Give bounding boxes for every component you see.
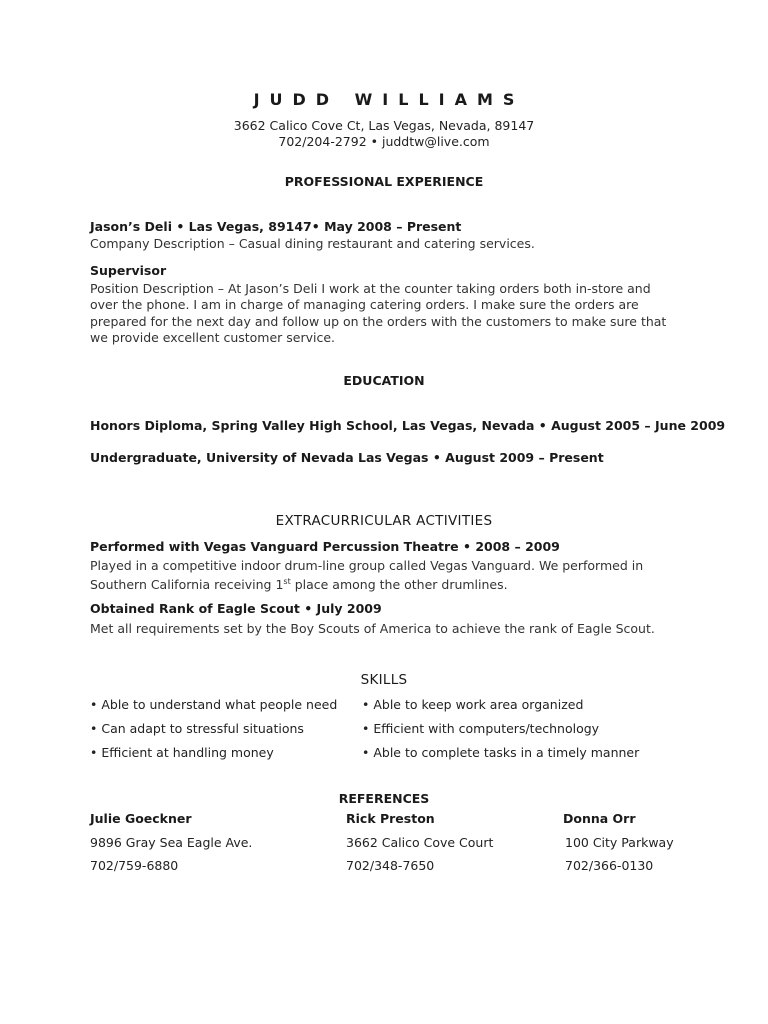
activity-description-1-text: Played in a competitive indoor drum-line group called Vegas Vanguard. We performed in Southern California receiving 1 (90, 558, 644, 593)
activity-description-1-tail: place among the other drumlines. (290, 577, 508, 593)
reference-address: 100 City Parkway (565, 835, 674, 850)
ordinal-suffix: st (283, 577, 291, 587)
activity-heading-1: Performed with Vegas Vanguard Percussion Theatre • 2008 – 2009 (90, 539, 560, 554)
company-description: Company Description – Casual dining restaurant and catering services. (90, 236, 535, 251)
section-title-education: EDUCATION (343, 373, 425, 388)
section-title-skills: SKILLS (360, 672, 408, 688)
address-line: 3662 Calico Cove Ct, Las Vegas, Nevada, 89147 (233, 118, 535, 133)
skill-item: • Able to understand what people need (90, 697, 338, 712)
reference-name: Rick Preston (346, 811, 435, 826)
reference-phone: 702/366-0130 (565, 858, 654, 873)
activity-heading-2: Obtained Rank of Eagle Scout • July 2009 (90, 601, 382, 616)
activity-description-1 (90, 558, 680, 594)
reference-phone: 702/759-6880 (90, 858, 179, 873)
section-title-experience: PROFESSIONAL EXPERIENCE (284, 174, 484, 189)
reference-name: Julie Goeckner (90, 811, 192, 826)
section-title-activities: EXTRACURRICULAR ACTIVITIES (275, 513, 493, 529)
reference-address: 3662 Calico Cove Court (346, 835, 494, 850)
employer-line: Jason’s Deli • Las Vegas, 89147• May 2008 – Present (90, 219, 462, 234)
resume-name: JUDD WILLIAMS (253, 90, 525, 109)
skill-item: • Able to complete tasks in a timely manner (362, 745, 640, 760)
activity-description-2: Met all requirements set by the Boy Scouts of America to achieve the rank of Eagle Scout. (90, 621, 655, 636)
education-item-1: Honors Diploma, Spring Valley High School, Las Vegas, Nevada • August 2005 – June 2009 (90, 418, 726, 433)
skill-item: • Can adapt to stressful situations (90, 721, 304, 736)
skill-item: • Efficient with computers/technology (362, 721, 600, 736)
section-title-references: REFERENCES (338, 791, 430, 806)
position-description: Position Description – At Jason’s Deli I work at the counter taking orders both in-store and over the phone. I am in charge of managing catering orders. I make sure the orders are prepared for the next day and follow up on the orders with the customers to make sure that we provide excellent customer service. (90, 281, 667, 345)
phone-email-line: 702/204-2792 • juddtw@live.com (278, 134, 490, 149)
skill-item: • Able to keep work area organized (362, 697, 584, 712)
reference-name: Donna Orr (563, 811, 636, 826)
position-title: Supervisor (90, 263, 167, 278)
skill-item: • Efficient at handling money (90, 745, 274, 760)
reference-phone: 702/348-7650 (346, 858, 435, 873)
education-item-2: Undergraduate, University of Nevada Las Vegas • August 2009 – Present (90, 450, 604, 465)
reference-address: 9896 Gray Sea Eagle Ave. (90, 835, 253, 850)
